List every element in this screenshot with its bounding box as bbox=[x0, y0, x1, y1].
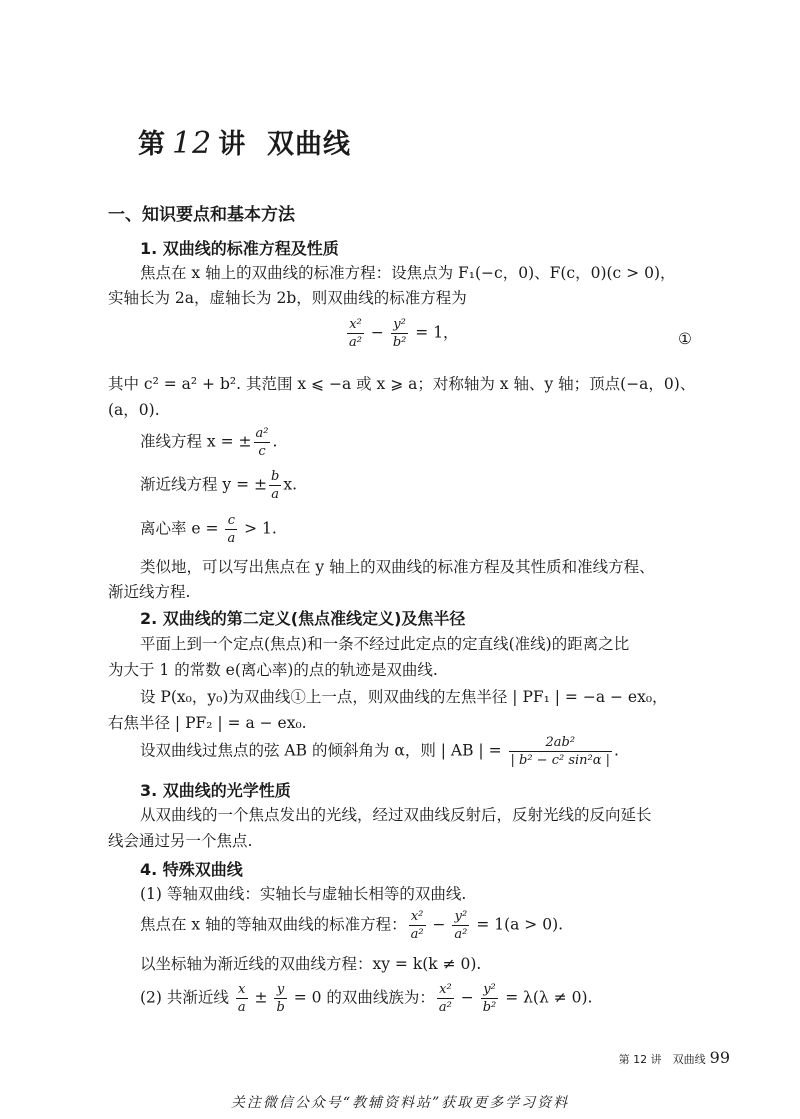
equation-tail: = 1， bbox=[410, 323, 459, 342]
fraction-x-a: $\frac{x}{a}$ bbox=[237, 982, 246, 1015]
s1-line3: 其中 c² = a² + b². 其范围 x ⩽ −a 或 x ⩾ a；对称轴为 x 轴、y 轴；顶点(−a，0)、 bbox=[108, 375, 696, 393]
fraction-y2-a2: $\frac{\text{y²}}{\text{a²}}$ bbox=[454, 909, 468, 942]
eccentricity-tail: > 1. bbox=[239, 519, 277, 538]
s3-line1: 从双曲线的一个焦点发出的光线，经过双曲线反射后，反射光线的反向延长 bbox=[140, 806, 652, 824]
subsection-3-title: 3. 双曲线的光学性质 bbox=[140, 781, 291, 800]
common-asymptote-mid: = 0 的双曲线族为： bbox=[288, 988, 435, 1007]
chord-denominator: | b² − c² sin²α | bbox=[510, 753, 611, 768]
chapter-title bbox=[138, 122, 351, 161]
chapter-number: 12 bbox=[172, 126, 213, 161]
equal-axis-equation: 焦点在 x 轴的等轴双曲线的标准方程： $\frac{\text{x²}}{\text{a²}}$ − $\frac{\text{y²}}{\text{a²}}$ = 1(a > 0). bbox=[140, 909, 564, 942]
common-asymptote-tail: = λ(λ ≠ 0). bbox=[500, 988, 593, 1007]
s4-line3: 以坐标轴为渐近线的双曲线方程：xy = k(k ≠ 0). bbox=[140, 955, 482, 973]
s1-line5: 类似地，可以写出焦点在 y 轴上的双曲线的标准方程及其性质和准线方程、 bbox=[140, 558, 655, 576]
page-number: 99 bbox=[709, 1048, 730, 1067]
fraction-y2-b2-c: $\frac{\text{y²}}{\text{b²}}$ bbox=[482, 982, 497, 1015]
fraction-x2-a2-c: $\frac{\text{x²}}{\text{a²}}$ bbox=[438, 982, 452, 1015]
chord-tail: . bbox=[614, 741, 619, 760]
fraction-x2-a2-b: $\frac{\text{x²}}{\text{a²}}$ bbox=[410, 909, 424, 942]
s1-line1: 焦点在 x 轴上的双曲线的标准方程：设焦点为 F₁(−c，0)、F(c，0)(c > 0)， bbox=[140, 264, 676, 282]
chapter-suffix: 讲 bbox=[218, 129, 247, 160]
page-footer bbox=[619, 1048, 730, 1067]
s3-line2: 线会通过另一个焦点. bbox=[108, 832, 253, 850]
directrix-label: 准线方程 x = ± bbox=[140, 432, 252, 451]
chapter-name: 双曲线 bbox=[267, 129, 351, 160]
eccentricity-equation bbox=[140, 514, 277, 545]
promo-banner: 关注微信公众号“教辅资料站”获取更多学习资料 bbox=[230, 1095, 570, 1111]
s2-line2: 为大于 1 的常数 e(离心率)的点的轨迹是双曲线. bbox=[108, 661, 438, 679]
s1-line4: (a，0). bbox=[108, 401, 160, 419]
subsection-2-title: 2. 双曲线的第二定义(焦点准线定义)及焦半径 bbox=[140, 609, 466, 628]
fraction-y-b: $\frac{y}{b}$ bbox=[276, 982, 285, 1015]
common-asymptote-label: (2) 共渐近线 bbox=[140, 988, 229, 1007]
fraction-b-a: $\frac{b}{a}$ bbox=[271, 469, 280, 502]
subsection-1-title: 1. 双曲线的标准方程及性质 bbox=[140, 239, 339, 258]
chord-numerator: 2ab² bbox=[509, 736, 613, 752]
equal-axis-label: 焦点在 x 轴的等轴双曲线的标准方程： bbox=[140, 915, 407, 934]
s2-line4: 右焦半径 | PF₂ | = a − ex₀. bbox=[108, 714, 307, 732]
footer-chapter-ref: 第 12 讲 双曲线 bbox=[618, 1053, 706, 1066]
s1-line2: 实轴长为 2a，虚轴长为 2b，则双曲线的标准方程为 bbox=[108, 289, 467, 307]
asymptote-label: 渐近线方程 y = ± bbox=[140, 475, 268, 494]
asymptote-tail: x. bbox=[283, 475, 298, 494]
fraction-c-a: $\frac{c}{a}$ bbox=[227, 513, 236, 546]
fraction-chord bbox=[509, 736, 613, 767]
common-asymptote-equation: (2) 共渐近线 $\frac{x}{a}$ ± $\frac{y}{b}$ = 0 的双曲线族为： $\frac{\text{x²}}{\text{a²}}$ − $\frac{\text{y²}}{\text{b²}}$ = λ(λ ≠ 0). bbox=[140, 982, 593, 1015]
eccentricity-label: 离心率 e = bbox=[140, 519, 219, 538]
chord-length-formula bbox=[140, 736, 619, 767]
chapter-prefix: 第 bbox=[138, 129, 166, 160]
section-heading: 一、知识要点和基本方法 bbox=[108, 205, 295, 225]
asymptote-equation bbox=[140, 470, 297, 501]
equation-tag: ① bbox=[678, 330, 692, 348]
directrix-equation: 准线方程 x = ± $\frac{\text{a²}}{c}$ . bbox=[140, 426, 278, 459]
standard-equation: $\frac{\text{x²}}{\text{a²}}$ − $\frac{\text{y²}}{\text{b²}}$ = 1， bbox=[349, 317, 459, 350]
s1-line6: 渐近线方程. bbox=[108, 583, 191, 601]
fraction-x2-a2: $\frac{\text{x²}}{\text{a²}}$ bbox=[349, 317, 362, 350]
s4-line1: (1) 等轴双曲线：实轴长与虚轴长相等的双曲线. bbox=[140, 885, 467, 903]
chord-label: 设双曲线过焦点的弦 AB 的倾斜角为 α，则 | AB | = bbox=[140, 741, 502, 760]
fraction-y2-b2: $\frac{\text{y²}}{\text{b²}}$ bbox=[392, 317, 407, 350]
s2-line1: 平面上到一个定点(焦点)和一条不经过此定点的定直线(准线)的距离之比 bbox=[140, 635, 630, 653]
fraction-a2-c: $\frac{\text{a²}}{c}$ bbox=[255, 426, 269, 459]
subsection-4-title: 4. 特殊双曲线 bbox=[140, 860, 243, 879]
equal-axis-tail: = 1(a > 0). bbox=[471, 915, 564, 934]
s2-line3: 设 P(x₀，y₀)为双曲线①上一点，则双曲线的左焦半径 | PF₁ | = −a − ex₀， bbox=[140, 688, 668, 706]
